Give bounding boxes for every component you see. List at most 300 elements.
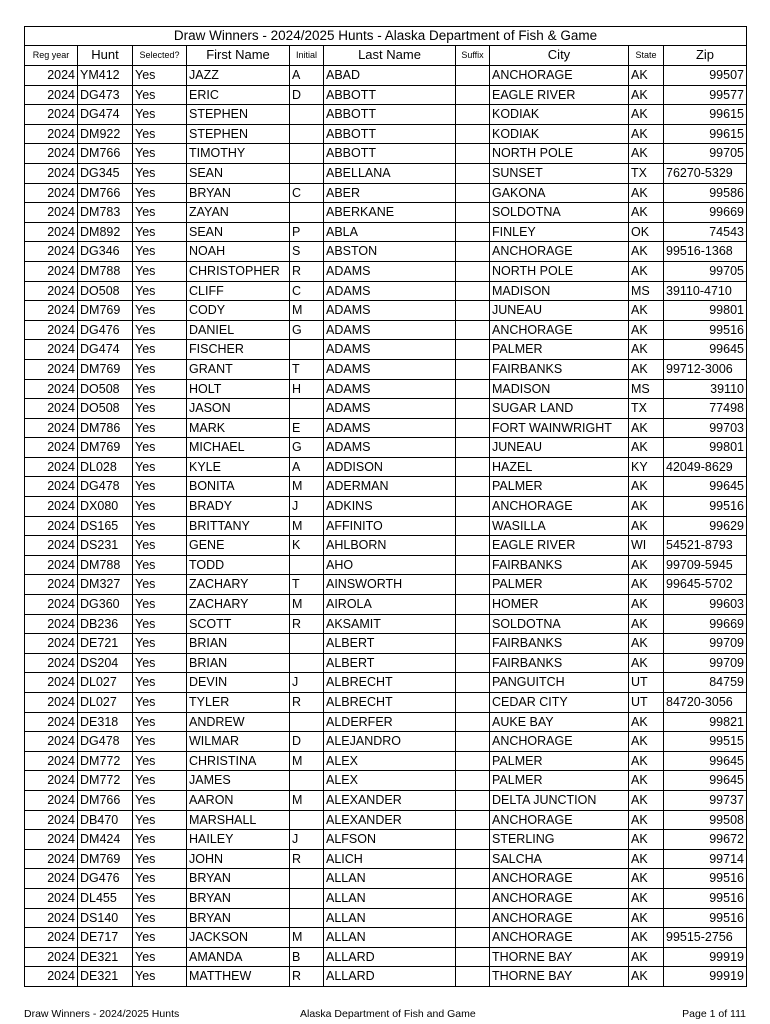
cell-hunt: DG474: [78, 105, 133, 125]
cell-hunt: DM922: [78, 124, 133, 144]
cell-city: FORT WAINWRIGHT: [490, 418, 629, 438]
cell-last-name: ALFSON: [324, 830, 456, 850]
cell-first-name: KYLE: [187, 457, 290, 477]
table-row: [25, 536, 747, 556]
cell-hunt: DG478: [78, 477, 133, 497]
cell-selected: Yes: [133, 516, 187, 536]
cell-hunt: DM772: [78, 751, 133, 771]
cell-reg-year: 2024: [25, 673, 78, 693]
table-row: [25, 888, 747, 908]
cell-first-name: BRIAN: [187, 634, 290, 654]
cell-reg-year: 2024: [25, 967, 78, 987]
cell-zip: 99709-5945: [664, 555, 747, 575]
cell-suffix: [456, 340, 490, 360]
table-row: [25, 66, 747, 86]
table-header: [25, 46, 747, 66]
cell-state: AK: [629, 790, 664, 810]
cell-zip: 99714: [664, 849, 747, 869]
cell-state: AK: [629, 967, 664, 987]
cell-first-name: JOHN: [187, 849, 290, 869]
table-row: [25, 379, 747, 399]
cell-initial: K: [290, 536, 324, 556]
cell-suffix: [456, 144, 490, 164]
cell-first-name: GENE: [187, 536, 290, 556]
cell-first-name: FISCHER: [187, 340, 290, 360]
cell-reg-year: 2024: [25, 124, 78, 144]
footer-page-number: Page 1 of 111: [682, 1008, 746, 1020]
cell-initial: [290, 869, 324, 889]
table-row: [25, 712, 747, 732]
table-row: [25, 869, 747, 889]
cell-first-name: AMANDA: [187, 947, 290, 967]
cell-selected: Yes: [133, 967, 187, 987]
cell-initial: B: [290, 947, 324, 967]
cell-last-name: ALEXANDER: [324, 790, 456, 810]
cell-state: MS: [629, 281, 664, 301]
cell-zip: 99603: [664, 595, 747, 615]
table-row: [25, 810, 747, 830]
cell-suffix: [456, 536, 490, 556]
cell-initial: J: [290, 673, 324, 693]
cell-first-name: BRITTANY: [187, 516, 290, 536]
cell-zip: 99645: [664, 771, 747, 791]
cell-hunt: DS165: [78, 516, 133, 536]
cell-selected: Yes: [133, 869, 187, 889]
table-row: [25, 653, 747, 673]
cell-zip: 76270-5329: [664, 163, 747, 183]
cell-first-name: ERIC: [187, 85, 290, 105]
cell-selected: Yes: [133, 281, 187, 301]
table-row: [25, 124, 747, 144]
cell-first-name: MARK: [187, 418, 290, 438]
cell-last-name: ALLARD: [324, 947, 456, 967]
cell-hunt: DL455: [78, 888, 133, 908]
cell-zip: 99615: [664, 124, 747, 144]
cell-hunt: DM766: [78, 790, 133, 810]
cell-last-name: ABBOTT: [324, 85, 456, 105]
table-row: [25, 340, 747, 360]
cell-city: KODIAK: [490, 124, 629, 144]
cell-reg-year: 2024: [25, 340, 78, 360]
cell-reg-year: 2024: [25, 849, 78, 869]
cell-city: EAGLE RIVER: [490, 85, 629, 105]
cell-hunt: DS231: [78, 536, 133, 556]
cell-zip: 84759: [664, 673, 747, 693]
cell-first-name: CHRISTINA: [187, 751, 290, 771]
cell-selected: Yes: [133, 144, 187, 164]
col-state: State: [629, 46, 664, 66]
table-row: [25, 928, 747, 948]
cell-city: PALMER: [490, 751, 629, 771]
cell-selected: Yes: [133, 908, 187, 928]
cell-last-name: ABSTON: [324, 242, 456, 262]
cell-first-name: JAMES: [187, 771, 290, 791]
cell-suffix: [456, 849, 490, 869]
cell-initial: [290, 771, 324, 791]
cell-city: CEDAR CITY: [490, 693, 629, 713]
cell-state: UT: [629, 693, 664, 713]
cell-reg-year: 2024: [25, 85, 78, 105]
cell-selected: Yes: [133, 888, 187, 908]
cell-city: JUNEAU: [490, 438, 629, 458]
cell-city: ANCHORAGE: [490, 810, 629, 830]
cell-first-name: GRANT: [187, 359, 290, 379]
table-row: [25, 261, 747, 281]
cell-initial: [290, 105, 324, 125]
cell-selected: Yes: [133, 497, 187, 517]
cell-first-name: BRYAN: [187, 183, 290, 203]
cell-zip: 99515-2756: [664, 928, 747, 948]
cell-last-name: ALEJANDRO: [324, 732, 456, 752]
cell-last-name: AINSWORTH: [324, 575, 456, 595]
table-row: [25, 301, 747, 321]
cell-suffix: [456, 85, 490, 105]
cell-reg-year: 2024: [25, 536, 78, 556]
cell-suffix: [456, 359, 490, 379]
cell-state: AK: [629, 830, 664, 850]
cell-initial: G: [290, 320, 324, 340]
cell-hunt: DG478: [78, 732, 133, 752]
cell-last-name: ABELLANA: [324, 163, 456, 183]
cell-initial: [290, 163, 324, 183]
cell-first-name: STEPHEN: [187, 124, 290, 144]
cell-first-name: BRYAN: [187, 888, 290, 908]
cell-suffix: [456, 751, 490, 771]
cell-last-name: ABER: [324, 183, 456, 203]
col-reg-year: Reg year: [25, 46, 78, 66]
cell-hunt: DM786: [78, 418, 133, 438]
cell-hunt: DE321: [78, 947, 133, 967]
table-row: [25, 614, 747, 634]
header-row: [25, 46, 747, 66]
cell-hunt: DO508: [78, 281, 133, 301]
table-row: [25, 457, 747, 477]
cell-suffix: [456, 261, 490, 281]
cell-last-name: ADAMS: [324, 281, 456, 301]
cell-selected: Yes: [133, 595, 187, 615]
cell-reg-year: 2024: [25, 869, 78, 889]
cell-zip: 99508: [664, 810, 747, 830]
table-row: [25, 595, 747, 615]
cell-city: PALMER: [490, 771, 629, 791]
cell-hunt: DG476: [78, 869, 133, 889]
cell-last-name: ALLAN: [324, 908, 456, 928]
table-row: [25, 790, 747, 810]
cell-reg-year: 2024: [25, 947, 78, 967]
cell-initial: [290, 399, 324, 419]
cell-last-name: ALBERT: [324, 634, 456, 654]
cell-city: KODIAK: [490, 105, 629, 125]
cell-selected: Yes: [133, 418, 187, 438]
cell-zip: 77498: [664, 399, 747, 419]
col-zip: Zip: [664, 46, 747, 66]
table-row: [25, 967, 747, 987]
cell-hunt: DE318: [78, 712, 133, 732]
cell-state: AK: [629, 105, 664, 125]
table-row: [25, 830, 747, 850]
cell-first-name: BONITA: [187, 477, 290, 497]
cell-last-name: ALLARD: [324, 967, 456, 987]
cell-suffix: [456, 477, 490, 497]
cell-selected: Yes: [133, 653, 187, 673]
cell-reg-year: 2024: [25, 830, 78, 850]
winners-table: [24, 26, 747, 987]
cell-selected: Yes: [133, 359, 187, 379]
cell-state: WI: [629, 536, 664, 556]
cell-zip: 39110: [664, 379, 747, 399]
cell-first-name: TODD: [187, 555, 290, 575]
cell-zip: 99709: [664, 653, 747, 673]
table-row: [25, 634, 747, 654]
cell-state: AK: [629, 320, 664, 340]
cell-reg-year: 2024: [25, 693, 78, 713]
cell-zip: 99672: [664, 830, 747, 850]
cell-first-name: STEPHEN: [187, 105, 290, 125]
cell-zip: 99645-5702: [664, 575, 747, 595]
cell-suffix: [456, 790, 490, 810]
cell-city: EAGLE RIVER: [490, 536, 629, 556]
cell-last-name: AHLBORN: [324, 536, 456, 556]
cell-first-name: SEAN: [187, 222, 290, 242]
cell-first-name: ANDREW: [187, 712, 290, 732]
cell-selected: Yes: [133, 66, 187, 86]
table-row: [25, 947, 747, 967]
cell-zip: 99709: [664, 634, 747, 654]
cell-last-name: ALBRECHT: [324, 673, 456, 693]
cell-zip: 99516: [664, 908, 747, 928]
cell-zip: 99737: [664, 790, 747, 810]
cell-hunt: DS140: [78, 908, 133, 928]
cell-last-name: ADAMS: [324, 261, 456, 281]
table-row: [25, 85, 747, 105]
cell-city: PALMER: [490, 575, 629, 595]
cell-last-name: AFFINITO: [324, 516, 456, 536]
cell-hunt: DM769: [78, 438, 133, 458]
cell-city: FAIRBANKS: [490, 555, 629, 575]
cell-suffix: [456, 947, 490, 967]
cell-state: AK: [629, 261, 664, 281]
cell-city: FAIRBANKS: [490, 653, 629, 673]
cell-state: AK: [629, 516, 664, 536]
cell-hunt: DM424: [78, 830, 133, 850]
cell-hunt: DB236: [78, 614, 133, 634]
cell-zip: 99515: [664, 732, 747, 752]
cell-selected: Yes: [133, 536, 187, 556]
cell-last-name: ADKINS: [324, 497, 456, 517]
cell-last-name: ALEXANDER: [324, 810, 456, 830]
cell-hunt: DE321: [78, 967, 133, 987]
cell-selected: Yes: [133, 301, 187, 321]
cell-selected: Yes: [133, 712, 187, 732]
cell-reg-year: 2024: [25, 810, 78, 830]
cell-initial: E: [290, 418, 324, 438]
cell-last-name: ABERKANE: [324, 203, 456, 223]
cell-last-name: AIROLA: [324, 595, 456, 615]
table-row: [25, 673, 747, 693]
cell-first-name: CLIFF: [187, 281, 290, 301]
cell-reg-year: 2024: [25, 301, 78, 321]
cell-zip: 99712-3006: [664, 359, 747, 379]
cell-suffix: [456, 203, 490, 223]
cell-state: AK: [629, 301, 664, 321]
cell-suffix: [456, 712, 490, 732]
cell-hunt: DL028: [78, 457, 133, 477]
cell-city: STERLING: [490, 830, 629, 850]
cell-state: OK: [629, 222, 664, 242]
cell-initial: [290, 555, 324, 575]
cell-last-name: ABLA: [324, 222, 456, 242]
cell-last-name: ALLAN: [324, 869, 456, 889]
cell-reg-year: 2024: [25, 105, 78, 125]
cell-initial: A: [290, 66, 324, 86]
cell-last-name: AHO: [324, 555, 456, 575]
cell-selected: Yes: [133, 673, 187, 693]
cell-reg-year: 2024: [25, 457, 78, 477]
cell-initial: M: [290, 516, 324, 536]
cell-initial: [290, 810, 324, 830]
cell-selected: Yes: [133, 261, 187, 281]
cell-first-name: ZACHARY: [187, 595, 290, 615]
cell-state: AK: [629, 438, 664, 458]
cell-last-name: ADAMS: [324, 418, 456, 438]
cell-selected: Yes: [133, 810, 187, 830]
cell-last-name: ABAD: [324, 66, 456, 86]
cell-last-name: ALBRECHT: [324, 693, 456, 713]
cell-city: NORTH POLE: [490, 144, 629, 164]
cell-suffix: [456, 771, 490, 791]
cell-suffix: [456, 888, 490, 908]
table-row: [25, 771, 747, 791]
table-row: [25, 497, 747, 517]
cell-selected: Yes: [133, 790, 187, 810]
table-row: [25, 438, 747, 458]
cell-initial: M: [290, 751, 324, 771]
cell-zip: 99516: [664, 869, 747, 889]
cell-suffix: [456, 575, 490, 595]
cell-initial: S: [290, 242, 324, 262]
cell-city: AUKE BAY: [490, 712, 629, 732]
cell-city: ANCHORAGE: [490, 242, 629, 262]
cell-selected: Yes: [133, 555, 187, 575]
cell-state: AK: [629, 477, 664, 497]
cell-initial: J: [290, 830, 324, 850]
cell-zip: 84720-3056: [664, 693, 747, 713]
cell-zip: 99669: [664, 203, 747, 223]
cell-first-name: CODY: [187, 301, 290, 321]
cell-suffix: [456, 653, 490, 673]
cell-selected: Yes: [133, 575, 187, 595]
cell-city: SOLDOTNA: [490, 203, 629, 223]
cell-suffix: [456, 418, 490, 438]
table-row: [25, 359, 747, 379]
cell-suffix: [456, 457, 490, 477]
cell-last-name: ALICH: [324, 849, 456, 869]
table-body: [25, 66, 747, 987]
cell-suffix: [456, 908, 490, 928]
cell-state: TX: [629, 399, 664, 419]
cell-last-name: ALDERFER: [324, 712, 456, 732]
cell-suffix: [456, 634, 490, 654]
table-row: [25, 418, 747, 438]
cell-reg-year: 2024: [25, 261, 78, 281]
cell-selected: Yes: [133, 732, 187, 752]
cell-suffix: [456, 242, 490, 262]
cell-state: AK: [629, 66, 664, 86]
cell-city: SUGAR LAND: [490, 399, 629, 419]
cell-last-name: AKSAMIT: [324, 614, 456, 634]
table-row: [25, 693, 747, 713]
cell-state: AK: [629, 359, 664, 379]
cell-reg-year: 2024: [25, 634, 78, 654]
cell-city: FINLEY: [490, 222, 629, 242]
cell-hunt: DB470: [78, 810, 133, 830]
table-row: [25, 751, 747, 771]
table-row: [25, 555, 747, 575]
cell-suffix: [456, 830, 490, 850]
cell-first-name: DEVIN: [187, 673, 290, 693]
page-title: Draw Winners - 2024/2025 Hunts - Alaska Department of Fish & Game: [24, 26, 747, 45]
cell-selected: Yes: [133, 203, 187, 223]
cell-state: AK: [629, 242, 664, 262]
cell-city: ANCHORAGE: [490, 497, 629, 517]
cell-first-name: ZAYAN: [187, 203, 290, 223]
cell-state: AK: [629, 634, 664, 654]
cell-city: THORNE BAY: [490, 947, 629, 967]
cell-selected: Yes: [133, 928, 187, 948]
cell-suffix: [456, 732, 490, 752]
cell-last-name: ADDISON: [324, 457, 456, 477]
cell-selected: Yes: [133, 124, 187, 144]
cell-hunt: DM788: [78, 261, 133, 281]
cell-first-name: SCOTT: [187, 614, 290, 634]
footer-center: Alaska Department of Fish and Game: [300, 1008, 476, 1020]
cell-reg-year: 2024: [25, 595, 78, 615]
cell-suffix: [456, 555, 490, 575]
cell-reg-year: 2024: [25, 418, 78, 438]
cell-last-name: ABBOTT: [324, 105, 456, 125]
col-hunt: Hunt: [78, 46, 133, 66]
cell-selected: Yes: [133, 947, 187, 967]
cell-hunt: DM788: [78, 555, 133, 575]
cell-reg-year: 2024: [25, 712, 78, 732]
cell-zip: 99645: [664, 477, 747, 497]
cell-selected: Yes: [133, 614, 187, 634]
cell-initial: R: [290, 693, 324, 713]
cell-reg-year: 2024: [25, 790, 78, 810]
cell-last-name: ALBERT: [324, 653, 456, 673]
cell-zip: 99919: [664, 967, 747, 987]
cell-city: WASILLA: [490, 516, 629, 536]
cell-suffix: [456, 320, 490, 340]
cell-suffix: [456, 124, 490, 144]
cell-first-name: BRIAN: [187, 653, 290, 673]
cell-reg-year: 2024: [25, 163, 78, 183]
cell-hunt: DM327: [78, 575, 133, 595]
cell-city: PALMER: [490, 477, 629, 497]
cell-suffix: [456, 497, 490, 517]
cell-last-name: ALEX: [324, 771, 456, 791]
cell-suffix: [456, 399, 490, 419]
cell-first-name: ZACHARY: [187, 575, 290, 595]
cell-state: TX: [629, 163, 664, 183]
cell-first-name: BRADY: [187, 497, 290, 517]
cell-initial: M: [290, 928, 324, 948]
table-row: [25, 477, 747, 497]
cell-state: AK: [629, 124, 664, 144]
cell-reg-year: 2024: [25, 516, 78, 536]
cell-zip: 99507: [664, 66, 747, 86]
table-row: [25, 516, 747, 536]
